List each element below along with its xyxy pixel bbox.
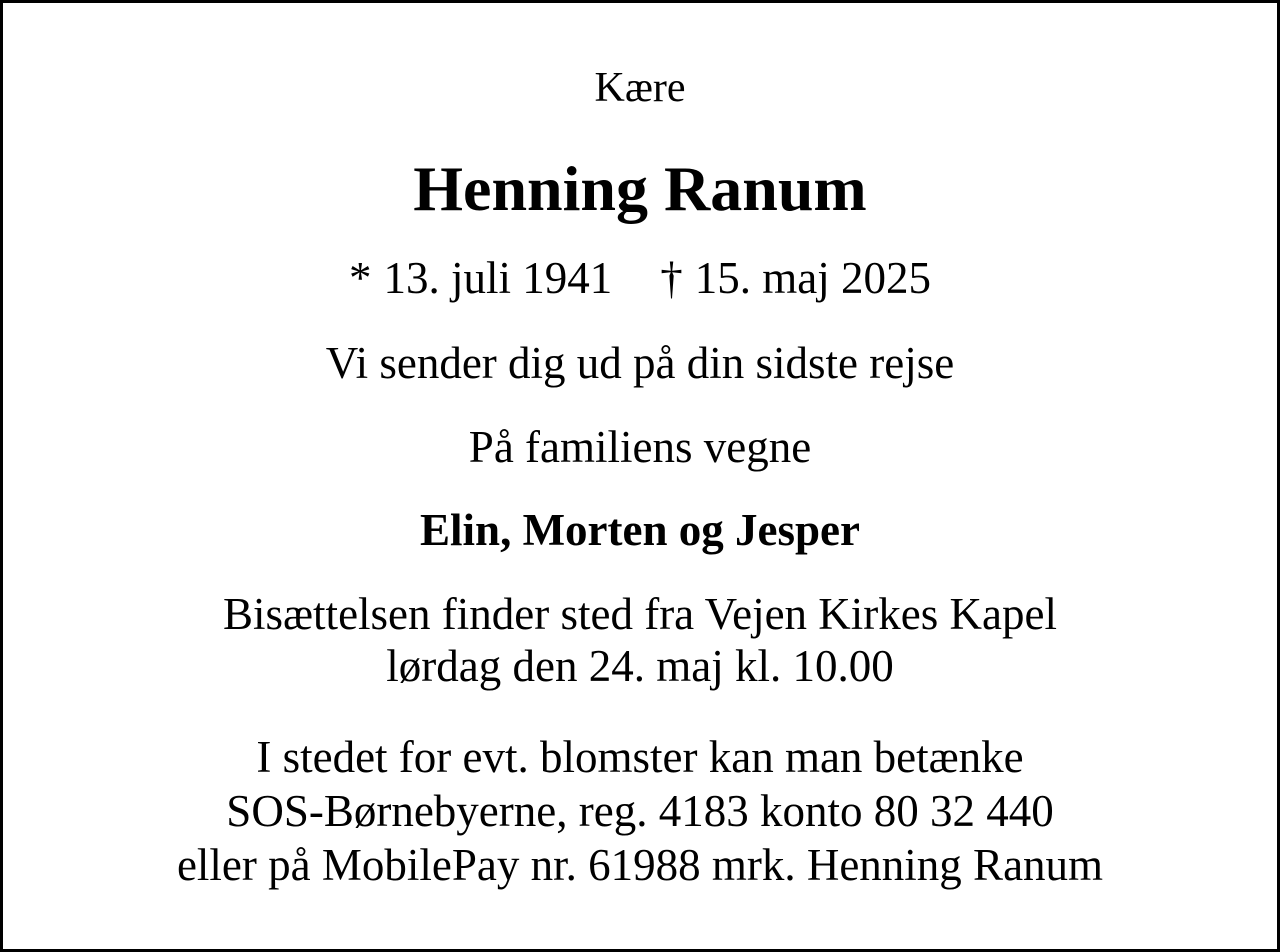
signers-names: Elin, Morten og Jesper [420,505,860,555]
birth-symbol: * [349,253,372,303]
donation-intro-line: I stedet for evt. blomster kan man betænke [256,732,1024,782]
deceased-name-heading: Henning Ranum [413,153,867,224]
on-behalf-text: På familiens vegne [468,422,812,472]
donation-details [3,730,1277,892]
death-date: 15. maj 2025 [694,253,931,303]
life-dates [3,251,1277,305]
donation-account-line: SOS-Børnebyerne, reg. 4183 konto 80 32 440 [226,786,1054,836]
funeral-time-line: lørdag den 24. maj kl. 10.00 [386,641,894,691]
death-cross-symbol: † [660,253,683,303]
donation-mobilepay-line: eller på MobilePay nr. 61988 mrk. Henning Ranum [176,840,1104,890]
greeting-text: Kære [594,65,686,111]
birth-date: 13. juli 1941 [383,253,613,303]
funeral-details [3,588,1277,692]
farewell-text: Vi sender dig ud på din sidste rejse [325,338,955,388]
funeral-location-line: Bisættelsen finder sted fra Vejen Kirkes Kapel [223,589,1057,639]
